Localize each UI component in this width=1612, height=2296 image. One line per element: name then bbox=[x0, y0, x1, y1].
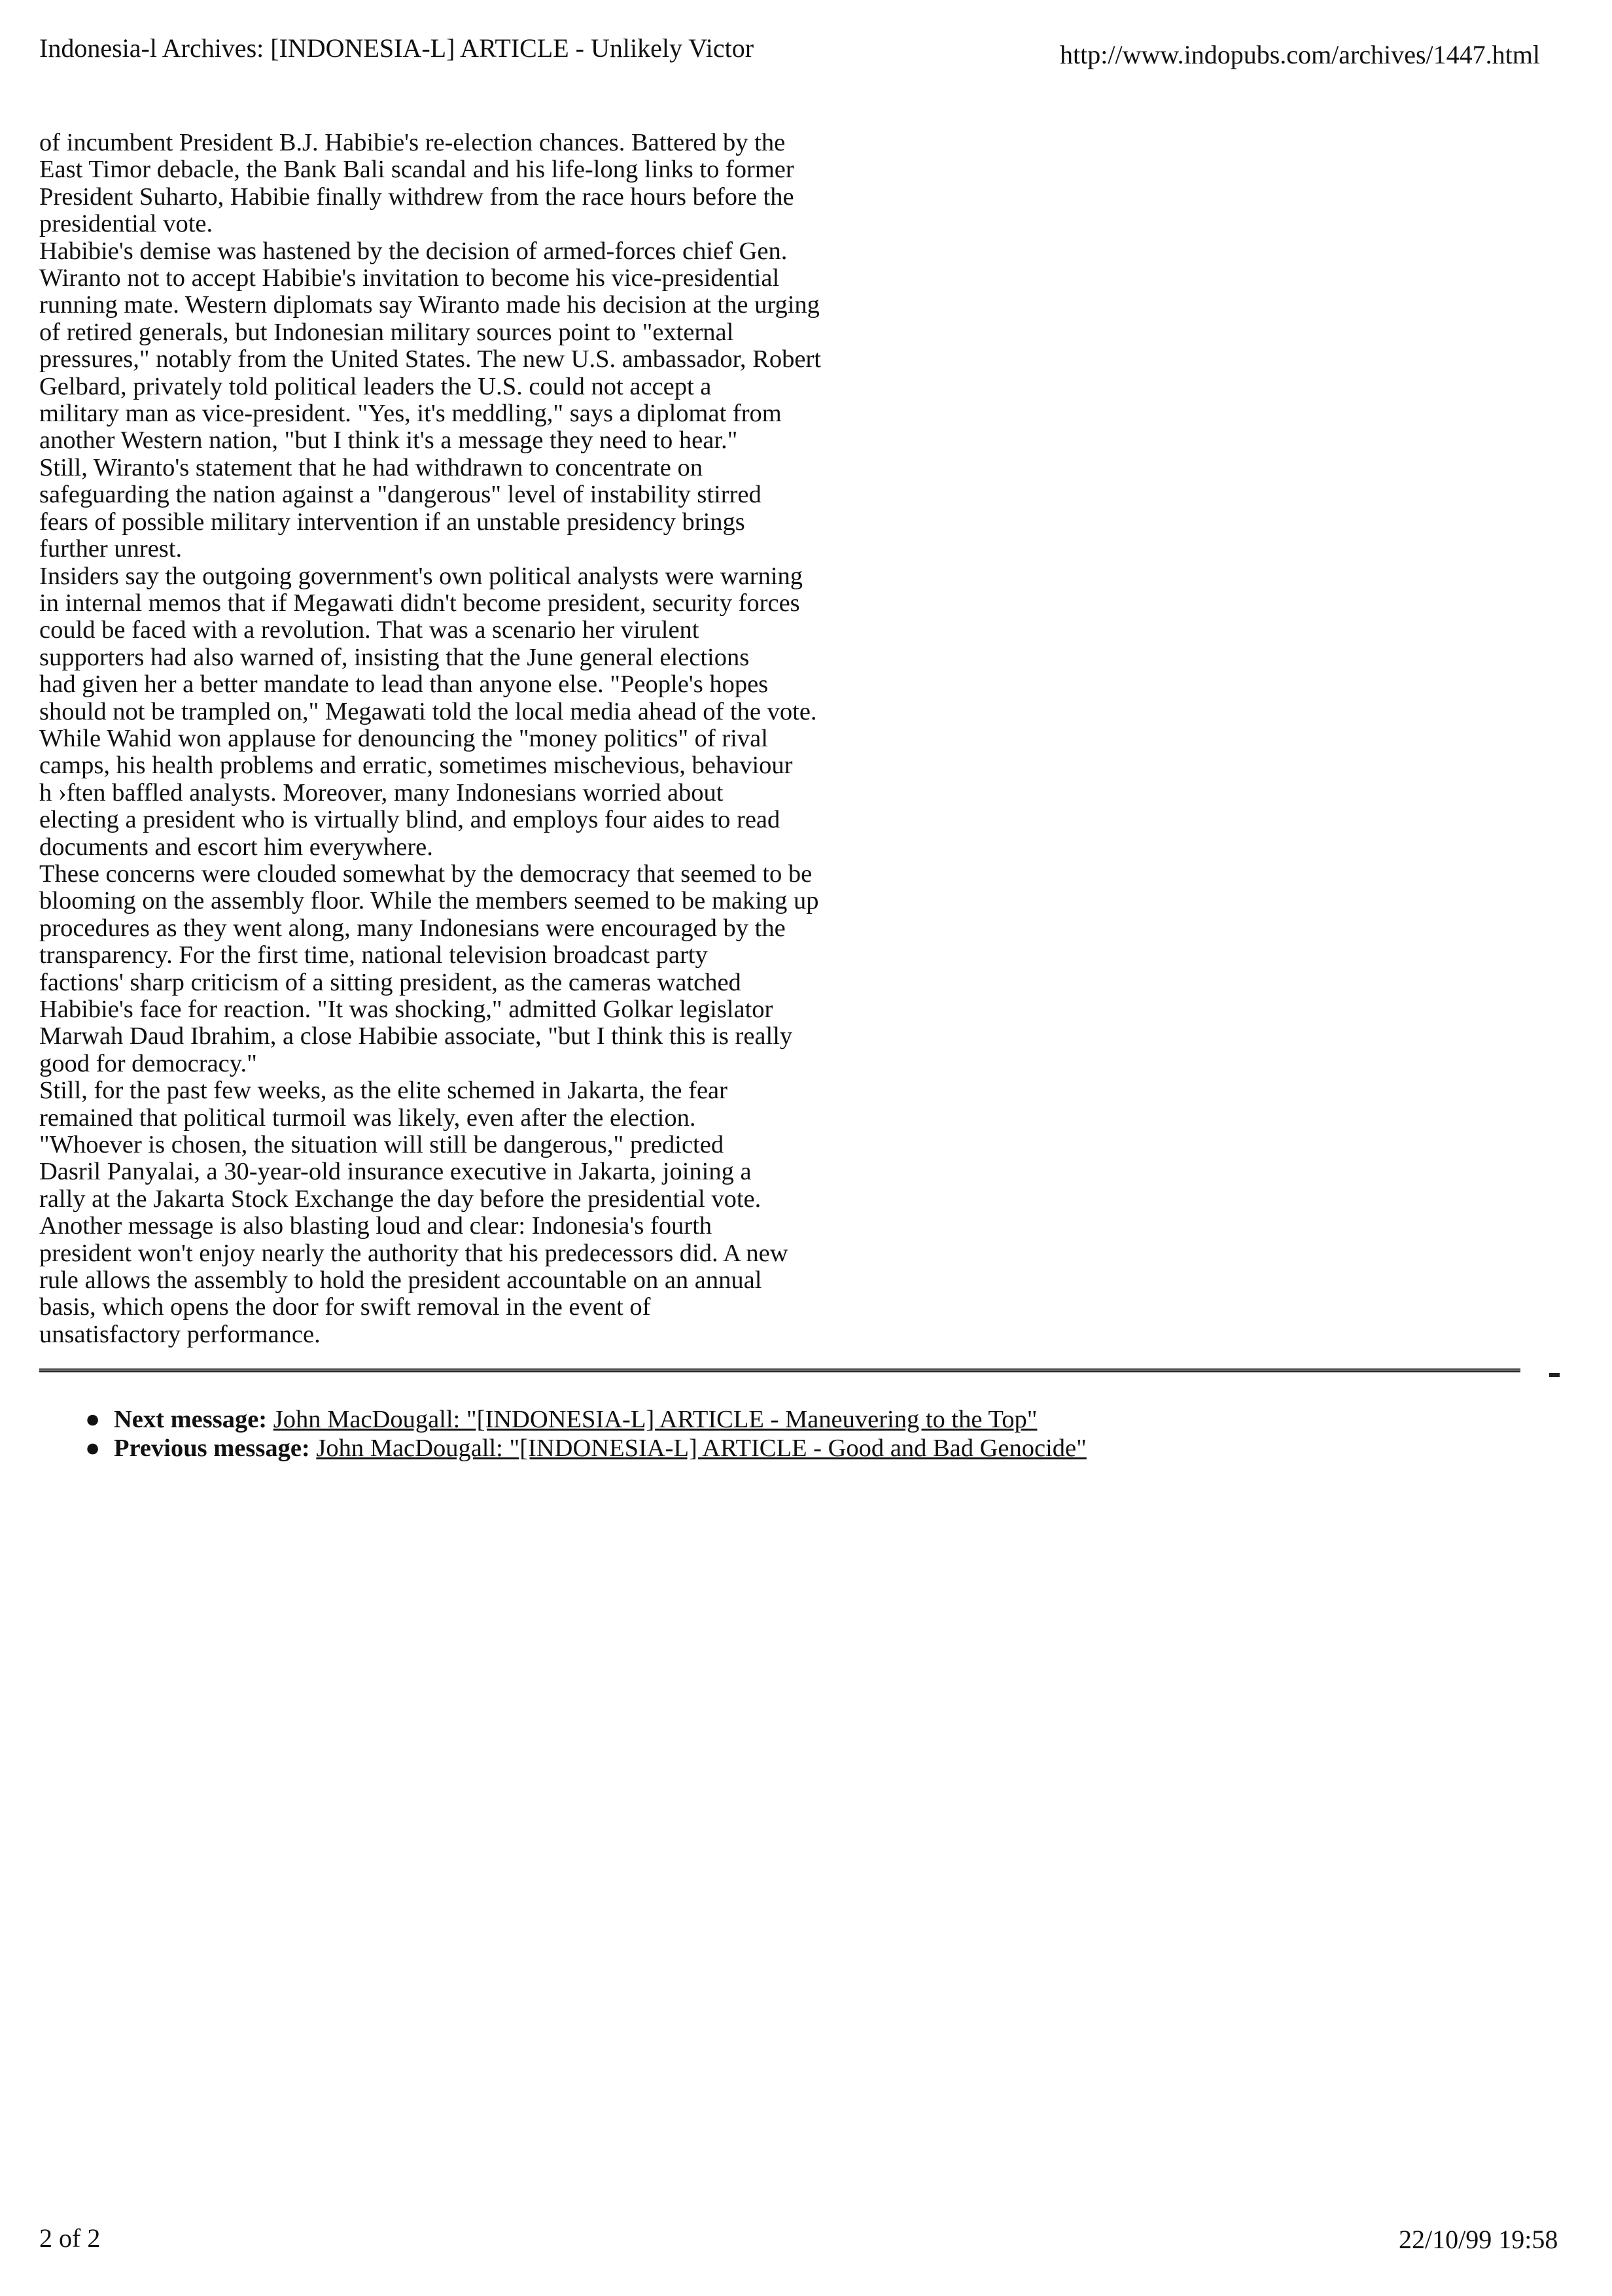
article-line: pressures," notably from the United States. The new U.S. ambassador, Robert bbox=[39, 345, 821, 374]
article-line: president won't enjoy nearly the authority that his predecessors did. A new bbox=[39, 1239, 788, 1267]
previous-message-item bbox=[85, 1434, 1087, 1463]
page-url: http://www.indopubs.com/archives/1447.html bbox=[1060, 40, 1541, 69]
page-number: 2 of 2 bbox=[39, 2223, 101, 2253]
article-line: These concerns were clouded somewhat by the democracy that seemed to be bbox=[39, 860, 813, 888]
article-line: of retired generals, but Indonesian military sources point to "external bbox=[39, 318, 734, 346]
article-line: Another message is also blasting loud and clear: Indonesia's fourth bbox=[39, 1212, 712, 1240]
article-line: camps, his health problems and erratic, sometimes mischevious, behaviour bbox=[39, 752, 793, 780]
article-line: Still, for the past few weeks, as the elite schemed in Jakarta, the fear bbox=[39, 1077, 727, 1105]
print-datetime: 22/10/99 19:58 bbox=[1399, 2225, 1558, 2254]
article-line: good for democracy." bbox=[39, 1049, 257, 1077]
article-line: should not be trampled on," Megawati told the local media ahead of the vote. bbox=[39, 697, 817, 725]
article-line: could be faced with a revolution. That was a scenario her virulent bbox=[39, 616, 699, 644]
horizontal-rule bbox=[39, 1368, 1520, 1372]
bullet-icon: ● bbox=[85, 1406, 101, 1433]
previous-message-label: Previous message: bbox=[114, 1435, 310, 1462]
bullet-icon: ● bbox=[85, 1435, 101, 1462]
article-line: military man as vice-president. "Yes, it's meddling," says a diplomat from bbox=[39, 400, 782, 428]
article-line: fears of possible military intervention if an unstable presidency brings bbox=[39, 508, 745, 536]
article-line: safeguarding the nation against a "dangerous" level of instability stirred bbox=[39, 481, 762, 509]
article-line: in internal memos that if Megawati didn't become president, security forces bbox=[39, 589, 800, 617]
next-message-item bbox=[85, 1405, 1087, 1434]
article-line: Gelbard, privately told political leaders the U.S. could not accept a bbox=[39, 372, 712, 400]
next-message-link[interactable]: John MacDougall: "[INDONESIA-L] ARTICLE - Maneuvering to the Top" bbox=[273, 1406, 1038, 1433]
article-line: Wiranto not to accept Habibie's invitation to become his vice-presidential bbox=[39, 264, 780, 292]
article-line: another Western nation, "but I think it's a message they need to hear." bbox=[39, 426, 738, 455]
article-line: electing a president who is virtually blind, and employs four aides to read bbox=[39, 806, 780, 834]
article-line: remained that political turmoil was likely, even after the election. bbox=[39, 1104, 696, 1132]
previous-message-link[interactable]: John MacDougall: "[INDONESIA-L] ARTICLE - Good and Bad Genocide" bbox=[316, 1435, 1087, 1462]
article-line: unsatisfactory performance. bbox=[39, 1320, 321, 1348]
article-line: Insiders say the outgoing government's own political analysts were warning bbox=[39, 562, 803, 590]
article-line: President Suharto, Habibie finally withdrew from the race hours before the bbox=[39, 183, 794, 211]
article-line: Still, Wiranto's statement that he had withdrawn to concentrate on bbox=[39, 453, 703, 481]
article-line: rule allows the assembly to hold the president accountable on an annual bbox=[39, 1266, 762, 1295]
rule-end-mark bbox=[1549, 1373, 1560, 1377]
article-line: documents and escort him everywhere. bbox=[39, 833, 433, 861]
article-line: running mate. Western diplomats say Wiranto made his decision at the urging bbox=[39, 291, 820, 319]
message-navigation bbox=[85, 1405, 1087, 1463]
article-line: basis, which opens the door for swift removal in the event of bbox=[39, 1293, 651, 1321]
article-line: of incumbent President B.J. Habibie's re-election chances. Battered by the bbox=[39, 129, 786, 156]
article-line: transparency. For the first time, national television broadcast party bbox=[39, 941, 708, 969]
article-line: rally at the Jakarta Stock Exchange the day before the presidential vote. bbox=[39, 1185, 762, 1213]
article-line: Dasril Panyalai, a 30-year-old insurance executive in Jakarta, joining a bbox=[39, 1158, 752, 1186]
article-line: While Wahid won applause for denouncing the "money politics" of rival bbox=[39, 724, 768, 752]
article-line: h ›ften baffled analysts. Moreover, many Indonesians worried about bbox=[39, 778, 724, 807]
article-body bbox=[39, 130, 903, 1348]
article-line: East Timor debacle, the Bank Bali scandal and his life-long links to former bbox=[39, 156, 794, 184]
article-line: further unrest. bbox=[39, 535, 183, 563]
article-line: presidential vote. bbox=[39, 210, 213, 238]
article-line: procedures as they went along, many Indonesians were encouraged by the bbox=[39, 914, 786, 942]
article-line: Marwah Daud Ibrahim, a close Habibie associate, "but I think this is really bbox=[39, 1022, 793, 1051]
article-line: had given her a better mandate to lead than anyone else. "People's hopes bbox=[39, 670, 769, 699]
article-line: blooming on the assembly floor. While the members seemed to be making up bbox=[39, 887, 819, 915]
article-line: supporters had also warned of, insisting that the June general elections bbox=[39, 643, 750, 671]
article-line: factions' sharp criticism of a sitting president, as the cameras watched bbox=[39, 968, 741, 996]
article-line: "Whoever is chosen, the situation will still be dangerous," predicted bbox=[39, 1131, 724, 1159]
next-message-label: Next message: bbox=[114, 1406, 268, 1433]
article-line: Habibie's demise was hastened by the decision of armed-forces chief Gen. bbox=[39, 237, 788, 265]
article-line: Habibie's face for reaction. "It was shocking," admitted Golkar legislator bbox=[39, 996, 773, 1023]
page-title: Indonesia-l Archives: [INDONESIA-L] ARTICLE - Unlikely Victor bbox=[39, 33, 754, 63]
